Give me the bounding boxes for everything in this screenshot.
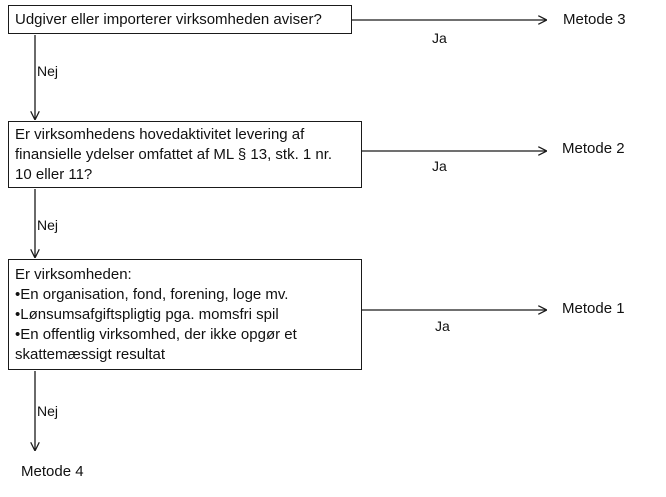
question-box-3	[8, 259, 362, 370]
yes-label-1: Ja	[432, 30, 447, 46]
question-3-line-2: •En organisation, fond, forening, loge mv.	[15, 286, 289, 303]
outcome-metode-3: Metode 3	[563, 11, 626, 28]
question-1-line-1: Udgiver eller importerer virksomheden aviser?	[15, 11, 322, 28]
question-box-2	[8, 121, 362, 188]
outcome-metode-4: Metode 4	[21, 463, 84, 480]
yes-label-3: Ja	[435, 318, 450, 334]
outcome-metode-2: Metode 2	[562, 140, 625, 157]
question-3-line-1: Er virksomheden:	[15, 266, 132, 283]
question-2-line-2: finansielle ydelser omfattet af ML § 13, stk. 1 nr.	[15, 146, 333, 163]
question-3-line-5: skattemæssigt resultat	[15, 346, 166, 363]
outcome-metode-1: Metode 1	[562, 300, 625, 317]
question-3-line-4: •En offentlig virksomhed, der ikke opgør et	[15, 326, 297, 343]
no-label-2: Nej	[37, 217, 59, 233]
question-box-1	[8, 5, 352, 34]
question-2-line-3: 10 eller 11?	[15, 166, 93, 183]
yes-label-2: Ja	[432, 158, 447, 174]
no-label-1: Nej	[37, 63, 59, 79]
question-3-line-3: •Lønsumsafgiftspligtig pga. momsfri spil	[15, 306, 279, 323]
question-2-line-1: Er virksomhedens hovedaktivitet levering af	[15, 126, 305, 143]
no-label-3: Nej	[37, 403, 59, 419]
